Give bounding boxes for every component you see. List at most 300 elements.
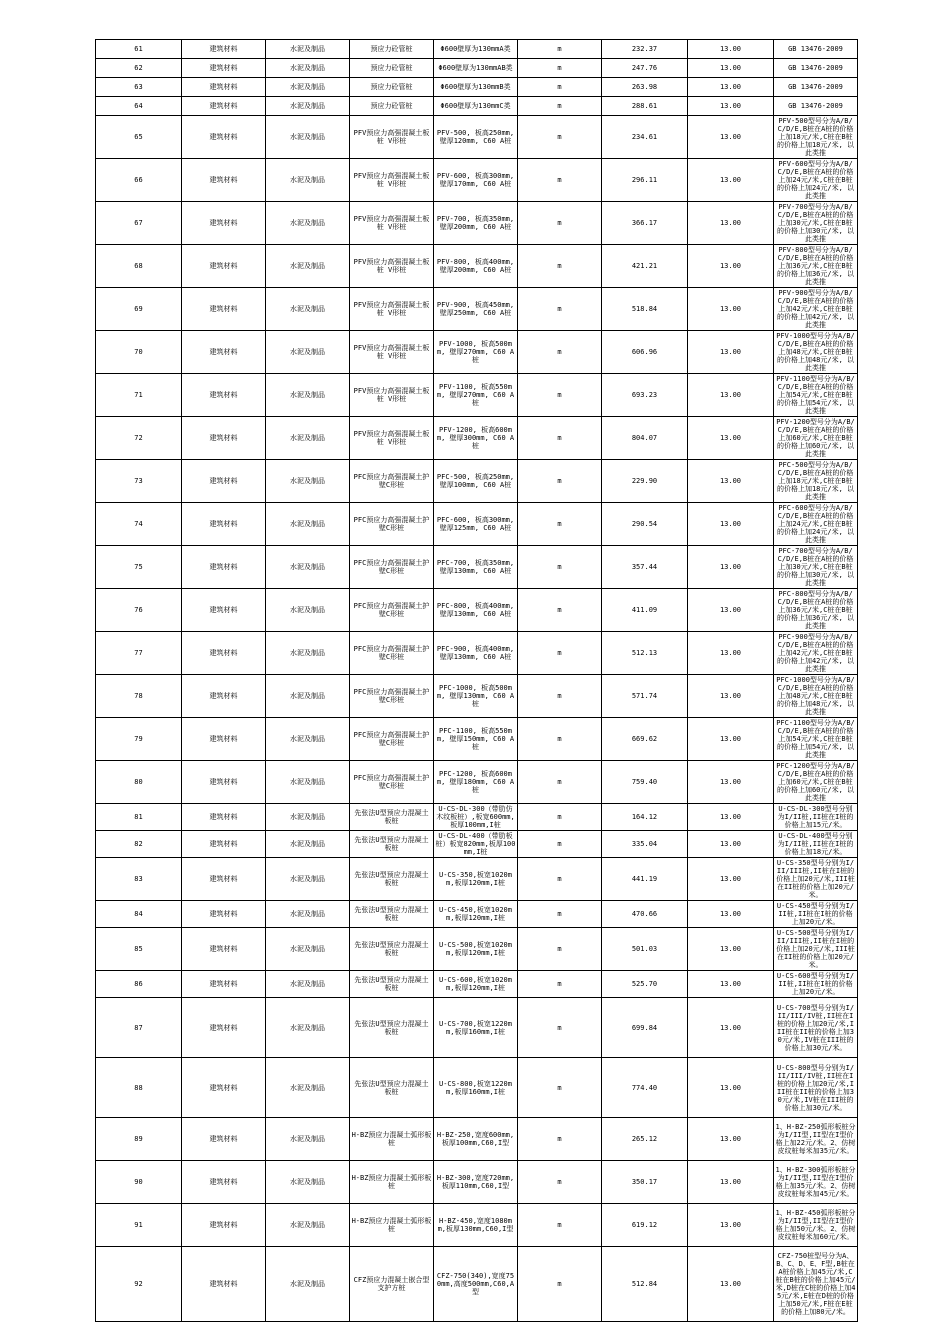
subcategory-cell: 水泥及制品	[266, 202, 350, 245]
product-name-cell: PFC预应力高强混凝土护壁C形桩	[350, 546, 434, 589]
subcategory-cell: 水泥及制品	[266, 928, 350, 971]
row-number-cell: 88	[96, 1058, 182, 1118]
category-cell: 建筑材料	[182, 159, 266, 202]
table-row	[96, 589, 858, 632]
remark-cell: PFC-500型号分为A/B/C/D/E,B桩在A桩的价格上加18元/米,C桩在B桩的价格上加18元/米, 以此类推	[774, 460, 858, 503]
remark-cell: U-CS-DL-400型号分别为I/II桩,II桩在I桩的价格上加18元/米。	[774, 831, 858, 858]
subcategory-cell: 水泥及制品	[266, 40, 350, 59]
product-name-cell: 先张法U型预应力混凝土板桩	[350, 928, 434, 971]
unit-cell: m	[518, 928, 602, 971]
product-name-cell: PFC预应力高强混凝土护壁C形桩	[350, 718, 434, 761]
specification-cell: U-CS-800,板宽1220mm,板厚160mm,I桩	[434, 1058, 518, 1118]
unit-price-cell: 619.12	[602, 1204, 688, 1247]
unit-price-cell: 759.40	[602, 761, 688, 804]
subcategory-cell: 水泥及制品	[266, 116, 350, 159]
table-row	[96, 1118, 858, 1161]
subcategory-cell: 水泥及制品	[266, 675, 350, 718]
product-name-cell: PFC预应力高强混凝土护壁C形桩	[350, 503, 434, 546]
tax-rate-cell: 13.00	[688, 78, 774, 97]
subcategory-cell: 水泥及制品	[266, 460, 350, 503]
unit-price-cell: 441.19	[602, 858, 688, 901]
row-number-cell: 92	[96, 1247, 182, 1322]
remark-cell: 1、H-BZ-450弧形板桩分为I/II型,II型在I型价格上加50元/米。2、仿树皮纹桩每米加60元/米。	[774, 1204, 858, 1247]
row-number-cell: 78	[96, 675, 182, 718]
remark-cell: CFZ-750桩型号分为A、B、C、D、E、F型,B桩在A桩价格上加45元/米,C桩在B桩的价格上加45元/米,D桩在C桩的价格上加45元/米,E桩在D桩的价格上加50元/米,F桩在E桩的价格上加80元/米。	[774, 1247, 858, 1322]
unit-cell: m	[518, 374, 602, 417]
subcategory-cell: 水泥及制品	[266, 288, 350, 331]
remark-cell: PFC-1000型号分为A/B/C/D/E,B桩在A桩的价格上加48元/米,C桩在B桩的价格上加48元/米, 以此类推	[774, 675, 858, 718]
specification-cell: PFC-900, 板高400mm, 壁厚130mm, C60 A桩	[434, 632, 518, 675]
tax-rate-cell: 13.00	[688, 675, 774, 718]
table-row	[96, 374, 858, 417]
subcategory-cell: 水泥及制品	[266, 78, 350, 97]
category-cell: 建筑材料	[182, 589, 266, 632]
category-cell: 建筑材料	[182, 971, 266, 998]
category-cell: 建筑材料	[182, 632, 266, 675]
category-cell: 建筑材料	[182, 546, 266, 589]
tax-rate-cell: 13.00	[688, 1204, 774, 1247]
category-cell: 建筑材料	[182, 417, 266, 460]
row-number-cell: 65	[96, 116, 182, 159]
unit-cell: m	[518, 59, 602, 78]
remark-cell: PFV-900型号分为A/B/C/D/E,B桩在A桩的价格上加42元/米,C桩在B桩的价格上加42元/米, 以此类推	[774, 288, 858, 331]
subcategory-cell: 水泥及制品	[266, 97, 350, 116]
row-number-cell: 74	[96, 503, 182, 546]
specification-cell: U-CS-500,板宽1020mm,板厚120mm,I桩	[434, 928, 518, 971]
unit-cell: m	[518, 460, 602, 503]
table-row	[96, 546, 858, 589]
category-cell: 建筑材料	[182, 1247, 266, 1322]
specification-cell: Φ600壁厚为130mmAB类	[434, 59, 518, 78]
category-cell: 建筑材料	[182, 116, 266, 159]
category-cell: 建筑材料	[182, 503, 266, 546]
row-number-cell: 62	[96, 59, 182, 78]
specification-cell: PFC-1000, 板高500mm, 壁厚130mm, C60 A桩	[434, 675, 518, 718]
category-cell: 建筑材料	[182, 831, 266, 858]
specification-cell: PFC-600, 板高300mm, 壁厚125mm, C60 A桩	[434, 503, 518, 546]
specification-cell: PFV-500, 板高250mm,壁厚120mm, C60 A桩	[434, 116, 518, 159]
table-row	[96, 1247, 858, 1322]
row-number-cell: 73	[96, 460, 182, 503]
subcategory-cell: 水泥及制品	[266, 831, 350, 858]
remark-cell: PFV-1000型号分为A/B/C/D/E,B桩在A桩的价格上加48元/米,C桩在B桩的价格上加48元/米, 以此类推	[774, 331, 858, 374]
unit-price-cell: 606.96	[602, 331, 688, 374]
table-row	[96, 928, 858, 971]
unit-cell: m	[518, 858, 602, 901]
specification-cell: PFC-800, 板高400mm, 壁厚130mm, C60 A桩	[434, 589, 518, 632]
table-row	[96, 675, 858, 718]
remark-cell: PFC-1200型号分为A/B/C/D/E,B桩在A桩的价格上加60元/米,C桩在B桩的价格上加60元/米, 以此类推	[774, 761, 858, 804]
row-number-cell: 69	[96, 288, 182, 331]
remark-cell: GB 13476-2009	[774, 97, 858, 116]
specification-cell: Φ600壁厚为130mmB类	[434, 78, 518, 97]
unit-price-cell: 290.54	[602, 503, 688, 546]
row-number-cell: 81	[96, 804, 182, 831]
tax-rate-cell: 13.00	[688, 159, 774, 202]
category-cell: 建筑材料	[182, 97, 266, 116]
tax-rate-cell: 13.00	[688, 632, 774, 675]
unit-cell: m	[518, 116, 602, 159]
unit-price-cell: 164.12	[602, 804, 688, 831]
unit-price-cell: 699.84	[602, 998, 688, 1058]
category-cell: 建筑材料	[182, 374, 266, 417]
product-name-cell: H-BZ预应力混凝土弧形板桩	[350, 1161, 434, 1204]
row-number-cell: 79	[96, 718, 182, 761]
product-name-cell: PFC预应力高强混凝土护壁C形桩	[350, 761, 434, 804]
unit-cell: m	[518, 40, 602, 59]
specification-cell: CFZ-750(340),宽度750mm,高度500mm,C60,A型	[434, 1247, 518, 1322]
remark-cell: U-CS-500型号分别为I/II/III桩,II桩在I桩的价格上加20元/米,III桩在II桩的价格上加20元/米。	[774, 928, 858, 971]
specification-cell: PFV-1000, 板高500mm, 壁厚270mm, C60 A桩	[434, 331, 518, 374]
specification-cell: PFC-1100, 板高550mm, 壁厚150mm, C60 A桩	[434, 718, 518, 761]
product-name-cell: 先张法U型预应力混凝土板桩	[350, 831, 434, 858]
table-row	[96, 858, 858, 901]
remark-cell: GB 13476-2009	[774, 78, 858, 97]
product-name-cell: PFV预应力高强混凝土板桩 V形桩	[350, 202, 434, 245]
unit-cell: m	[518, 78, 602, 97]
product-name-cell: H-BZ预应力混凝土弧形板桩	[350, 1118, 434, 1161]
price-table-sheet	[95, 39, 857, 1322]
subcategory-cell: 水泥及制品	[266, 1118, 350, 1161]
remark-cell: PFV-800型号分为A/B/C/D/E,B桩在A桩的价格上加36元/米,C桩在B桩的价格上加36元/米, 以此类推	[774, 245, 858, 288]
unit-cell: m	[518, 1118, 602, 1161]
remark-cell: GB 13476-2009	[774, 59, 858, 78]
tax-rate-cell: 13.00	[688, 589, 774, 632]
tax-rate-cell: 13.00	[688, 116, 774, 159]
category-cell: 建筑材料	[182, 1204, 266, 1247]
table-row	[96, 632, 858, 675]
remark-cell: 1、H-BZ-300弧形板桩分为I/II型,II型在I型价格上加35元/米。2、仿树皮纹桩每米加45元/米。	[774, 1161, 858, 1204]
row-number-cell: 72	[96, 417, 182, 460]
product-name-cell: PFV预应力高强混凝土板桩 V形桩	[350, 116, 434, 159]
unit-price-cell: 774.40	[602, 1058, 688, 1118]
tax-rate-cell: 13.00	[688, 59, 774, 78]
specification-cell: U-CS-600,板宽1020mm,板厚120mm,I桩	[434, 971, 518, 998]
specification-cell: PFV-800, 板高400mm, 壁厚200mm, C60 A桩	[434, 245, 518, 288]
remark-cell: PFC-900型号分为A/B/C/D/E,B桩在A桩的价格上加42元/米,C桩在B桩的价格上加42元/米, 以此类推	[774, 632, 858, 675]
unit-cell: m	[518, 417, 602, 460]
table-row	[96, 78, 858, 97]
specification-cell: H-BZ-450,宽度1080mm,板厚130mm,C60,I型	[434, 1204, 518, 1247]
table-row	[96, 1058, 858, 1118]
unit-cell: m	[518, 331, 602, 374]
unit-cell: m	[518, 632, 602, 675]
product-name-cell: PFV预应力高强混凝土板桩 V形桩	[350, 331, 434, 374]
product-name-cell: PFV预应力高强混凝土板桩 V形桩	[350, 288, 434, 331]
table-row	[96, 159, 858, 202]
subcategory-cell: 水泥及制品	[266, 998, 350, 1058]
subcategory-cell: 水泥及制品	[266, 858, 350, 901]
unit-price-cell: 512.84	[602, 1247, 688, 1322]
category-cell: 建筑材料	[182, 288, 266, 331]
unit-cell: m	[518, 761, 602, 804]
product-name-cell: PFV预应力高强混凝土板桩 V形桩	[350, 245, 434, 288]
category-cell: 建筑材料	[182, 1118, 266, 1161]
unit-price-cell: 296.11	[602, 159, 688, 202]
subcategory-cell: 水泥及制品	[266, 331, 350, 374]
unit-price-cell: 501.03	[602, 928, 688, 971]
row-number-cell: 76	[96, 589, 182, 632]
category-cell: 建筑材料	[182, 202, 266, 245]
specification-cell: U-CS-700,板宽1220mm,板厚160mm,I桩	[434, 998, 518, 1058]
remark-cell: 1、H-BZ-250弧形板桩分为I/II型,II型在I型价格上加22元/米。2、仿树皮纹桩每米加35元/米。	[774, 1118, 858, 1161]
remark-cell: U-CS-350型号分别为I/II/III桩,II桩在I桩的价格上加20元/米,III桩在II桩的价格上加20元/米。	[774, 858, 858, 901]
row-number-cell: 84	[96, 901, 182, 928]
unit-price-cell: 669.62	[602, 718, 688, 761]
table-row	[96, 331, 858, 374]
tax-rate-cell: 13.00	[688, 1247, 774, 1322]
table-body	[96, 40, 858, 1322]
table-row	[96, 202, 858, 245]
remark-cell: PFC-600型号分为A/B/C/D/E,B桩在A桩的价格上加24元/米,C桩在B桩的价格上加24元/米, 以此类推	[774, 503, 858, 546]
table-row	[96, 831, 858, 858]
unit-cell: m	[518, 503, 602, 546]
specification-cell: U-CS-DL-300（带肋仿木纹板桩）,板宽600mm,板厚100mm,I桩	[434, 804, 518, 831]
unit-price-cell: 232.37	[602, 40, 688, 59]
subcategory-cell: 水泥及制品	[266, 632, 350, 675]
specification-cell: PFC-1200, 板高600mm, 壁厚180mm, C60 A桩	[434, 761, 518, 804]
category-cell: 建筑材料	[182, 998, 266, 1058]
category-cell: 建筑材料	[182, 718, 266, 761]
unit-cell: m	[518, 675, 602, 718]
unit-cell: m	[518, 245, 602, 288]
table-row	[96, 40, 858, 59]
tax-rate-cell: 13.00	[688, 202, 774, 245]
category-cell: 建筑材料	[182, 901, 266, 928]
remark-cell: U-CS-450型号分别为I/II桩,II桩在I桩的价格上加20元/米。	[774, 901, 858, 928]
row-number-cell: 77	[96, 632, 182, 675]
row-number-cell: 66	[96, 159, 182, 202]
subcategory-cell: 水泥及制品	[266, 59, 350, 78]
row-number-cell: 75	[96, 546, 182, 589]
unit-cell: m	[518, 998, 602, 1058]
subcategory-cell: 水泥及制品	[266, 245, 350, 288]
unit-cell: m	[518, 97, 602, 116]
row-number-cell: 70	[96, 331, 182, 374]
tax-rate-cell: 13.00	[688, 417, 774, 460]
product-name-cell: PFC预应力高强混凝土护壁C形桩	[350, 589, 434, 632]
tax-rate-cell: 13.00	[688, 1118, 774, 1161]
unit-price-cell: 470.66	[602, 901, 688, 928]
subcategory-cell: 水泥及制品	[266, 546, 350, 589]
material-price-table	[95, 39, 858, 1322]
row-number-cell: 83	[96, 858, 182, 901]
row-number-cell: 64	[96, 97, 182, 116]
unit-cell: m	[518, 1204, 602, 1247]
category-cell: 建筑材料	[182, 675, 266, 718]
category-cell: 建筑材料	[182, 460, 266, 503]
subcategory-cell: 水泥及制品	[266, 374, 350, 417]
category-cell: 建筑材料	[182, 245, 266, 288]
unit-price-cell: 518.84	[602, 288, 688, 331]
row-number-cell: 87	[96, 998, 182, 1058]
product-name-cell: 先张法U型预应力混凝土板桩	[350, 901, 434, 928]
unit-price-cell: 335.04	[602, 831, 688, 858]
tax-rate-cell: 13.00	[688, 288, 774, 331]
product-name-cell: 先张法U型预应力混凝土板桩	[350, 998, 434, 1058]
subcategory-cell: 水泥及制品	[266, 1161, 350, 1204]
table-row	[96, 417, 858, 460]
unit-price-cell: 693.23	[602, 374, 688, 417]
tax-rate-cell: 13.00	[688, 97, 774, 116]
remark-cell: U-CS-800型号分别为I/II/III/IV桩,II桩在I桩的价格上加20元/米,III桩在II桩的价格上加30元/米,IV桩在III桩的价格上加30元/米。	[774, 1058, 858, 1118]
product-name-cell: 预应力砼管桩	[350, 78, 434, 97]
remark-cell: U-CS-700型号分别为I/II/III/IV桩,II桩在I桩的价格上加20元/米,III桩在II桩的价格上加30元/米,IV桩在III桩的价格上加30元/米。	[774, 998, 858, 1058]
product-name-cell: PFC预应力高强混凝土护壁C形桩	[350, 675, 434, 718]
row-number-cell: 63	[96, 78, 182, 97]
unit-price-cell: 525.70	[602, 971, 688, 998]
table-row	[96, 1204, 858, 1247]
unit-cell: m	[518, 1161, 602, 1204]
unit-price-cell: 263.98	[602, 78, 688, 97]
remark-cell: PFV-600型号分为A/B/C/D/E,B桩在A桩的价格上加24元/米,C桩在B桩的价格上加24元/米, 以此类推	[774, 159, 858, 202]
unit-price-cell: 411.09	[602, 589, 688, 632]
specification-cell: U-CS-350,板宽1020mm,板厚120mm,I桩	[434, 858, 518, 901]
product-name-cell: PFV预应力高强混凝土板桩 V形桩	[350, 159, 434, 202]
unit-cell: m	[518, 546, 602, 589]
tax-rate-cell: 13.00	[688, 718, 774, 761]
specification-cell: PFV-600, 板高300mm, 壁厚170mm, C60 A桩	[434, 159, 518, 202]
table-row	[96, 116, 858, 159]
table-row	[96, 245, 858, 288]
table-row	[96, 901, 858, 928]
tax-rate-cell: 13.00	[688, 928, 774, 971]
subcategory-cell: 水泥及制品	[266, 804, 350, 831]
unit-price-cell: 366.17	[602, 202, 688, 245]
unit-cell: m	[518, 971, 602, 998]
table-row	[96, 59, 858, 78]
row-number-cell: 68	[96, 245, 182, 288]
specification-cell: H-BZ-300,宽度720mm,板厚110mm,C60,I型	[434, 1161, 518, 1204]
unit-cell: m	[518, 804, 602, 831]
tax-rate-cell: 13.00	[688, 761, 774, 804]
row-number-cell: 90	[96, 1161, 182, 1204]
specification-cell: PFC-500, 板高250mm,壁厚100mm, C60 A桩	[434, 460, 518, 503]
specification-cell: Φ600壁厚为130mmC类	[434, 97, 518, 116]
tax-rate-cell: 13.00	[688, 1058, 774, 1118]
category-cell: 建筑材料	[182, 59, 266, 78]
remark-cell: U-CS-600型号分别为I/II桩,II桩在I桩的价格上加20元/米。	[774, 971, 858, 998]
subcategory-cell: 水泥及制品	[266, 1058, 350, 1118]
unit-cell: m	[518, 1247, 602, 1322]
table-row	[96, 761, 858, 804]
unit-cell: m	[518, 159, 602, 202]
tax-rate-cell: 13.00	[688, 858, 774, 901]
table-row	[96, 97, 858, 116]
subcategory-cell: 水泥及制品	[266, 971, 350, 998]
remark-cell: PFV-700型号分为A/B/C/D/E,B桩在A桩的价格上加30元/米,C桩在B桩的价格上加30元/米, 以此类推	[774, 202, 858, 245]
specification-cell: Φ600壁厚为130mmA类	[434, 40, 518, 59]
subcategory-cell: 水泥及制品	[266, 761, 350, 804]
remark-cell: PFC-1100型号分为A/B/C/D/E,B桩在A桩的价格上加54元/米,C桩在B桩的价格上加54元/米, 以此类推	[774, 718, 858, 761]
subcategory-cell: 水泥及制品	[266, 417, 350, 460]
specification-cell: PFV-1100, 板高550mm, 壁厚270mm, C60 A桩	[434, 374, 518, 417]
unit-price-cell: 350.17	[602, 1161, 688, 1204]
unit-price-cell: 512.13	[602, 632, 688, 675]
row-number-cell: 89	[96, 1118, 182, 1161]
subcategory-cell: 水泥及制品	[266, 589, 350, 632]
remark-cell: PFV-500型号分为A/B/C/D/E,B桩在A桩的价格上加18元/米,C桩在B桩的价格上加18元/米, 以此类推	[774, 116, 858, 159]
table-row	[96, 998, 858, 1058]
specification-cell: PFV-1200, 板高600mm, 壁厚300mm, C60 A桩	[434, 417, 518, 460]
tax-rate-cell: 13.00	[688, 831, 774, 858]
tax-rate-cell: 13.00	[688, 971, 774, 998]
product-name-cell: PFV预应力高强混凝土板桩 V形桩	[350, 417, 434, 460]
specification-cell: U-CS-450,板宽1020mm,板厚120mm,I桩	[434, 901, 518, 928]
category-cell: 建筑材料	[182, 40, 266, 59]
category-cell: 建筑材料	[182, 804, 266, 831]
table-row	[96, 804, 858, 831]
remark-cell: PFV-1200型号分为A/B/C/D/E,B桩在A桩的价格上加60元/米,C桩在B桩的价格上加60元/米, 以此类推	[774, 417, 858, 460]
unit-price-cell: 234.61	[602, 116, 688, 159]
table-row	[96, 460, 858, 503]
unit-cell: m	[518, 589, 602, 632]
remark-cell: PFC-700型号分为A/B/C/D/E,B桩在A桩的价格上加30元/米,C桩在B桩的价格上加30元/米, 以此类推	[774, 546, 858, 589]
product-name-cell: PFC预应力高强混凝土护壁C形桩	[350, 632, 434, 675]
tax-rate-cell: 13.00	[688, 374, 774, 417]
unit-cell: m	[518, 288, 602, 331]
specification-cell: PFC-700, 板高350mm, 壁厚130mm, C60 A桩	[434, 546, 518, 589]
row-number-cell: 91	[96, 1204, 182, 1247]
unit-cell: m	[518, 901, 602, 928]
remark-cell: U-CS-DL-300型号分别为I/II桩,II桩在I桩的价格上加15元/米。	[774, 804, 858, 831]
unit-price-cell: 247.76	[602, 59, 688, 78]
remark-cell: PFV-1100型号分为A/B/C/D/E,B桩在A桩的价格上加54元/米,C桩在B桩的价格上加54元/米, 以此类推	[774, 374, 858, 417]
row-number-cell: 67	[96, 202, 182, 245]
tax-rate-cell: 13.00	[688, 40, 774, 59]
row-number-cell: 82	[96, 831, 182, 858]
subcategory-cell: 水泥及制品	[266, 1247, 350, 1322]
specification-cell: U-CS-DL-400（带肋板桩）板宽820mm,板厚100mm,I桩	[434, 831, 518, 858]
product-name-cell: 先张法U型预应力混凝土板桩	[350, 858, 434, 901]
table-row	[96, 288, 858, 331]
category-cell: 建筑材料	[182, 858, 266, 901]
table-row	[96, 971, 858, 998]
product-name-cell: 先张法U型预应力混凝土板桩	[350, 971, 434, 998]
subcategory-cell: 水泥及制品	[266, 901, 350, 928]
product-name-cell: H-BZ预应力混凝土弧形板桩	[350, 1204, 434, 1247]
row-number-cell: 80	[96, 761, 182, 804]
unit-price-cell: 288.61	[602, 97, 688, 116]
tax-rate-cell: 13.00	[688, 1161, 774, 1204]
unit-price-cell: 357.44	[602, 546, 688, 589]
product-name-cell: PFC预应力高强混凝土护壁C形桩	[350, 460, 434, 503]
product-name-cell: 预应力砼管桩	[350, 40, 434, 59]
tax-rate-cell: 13.00	[688, 245, 774, 288]
tax-rate-cell: 13.00	[688, 998, 774, 1058]
product-name-cell: 先张法U型预应力混凝土板桩	[350, 1058, 434, 1118]
product-name-cell: 先张法U型预应力混凝土板桩	[350, 804, 434, 831]
tax-rate-cell: 13.00	[688, 901, 774, 928]
specification-cell: H-BZ-250,宽度600mm,板厚100mm,C60,I型	[434, 1118, 518, 1161]
category-cell: 建筑材料	[182, 78, 266, 97]
specification-cell: PFV-900, 板高450mm, 壁厚250mm, C60 A桩	[434, 288, 518, 331]
category-cell: 建筑材料	[182, 928, 266, 971]
unit-price-cell: 571.74	[602, 675, 688, 718]
specification-cell: PFV-700, 板高350mm, 壁厚200mm, C60 A桩	[434, 202, 518, 245]
row-number-cell: 71	[96, 374, 182, 417]
unit-cell: m	[518, 202, 602, 245]
category-cell: 建筑材料	[182, 1161, 266, 1204]
unit-cell: m	[518, 1058, 602, 1118]
tax-rate-cell: 13.00	[688, 804, 774, 831]
category-cell: 建筑材料	[182, 761, 266, 804]
table-row	[96, 503, 858, 546]
unit-price-cell: 265.12	[602, 1118, 688, 1161]
unit-cell: m	[518, 831, 602, 858]
product-name-cell: 预应力砼管桩	[350, 97, 434, 116]
category-cell: 建筑材料	[182, 331, 266, 374]
